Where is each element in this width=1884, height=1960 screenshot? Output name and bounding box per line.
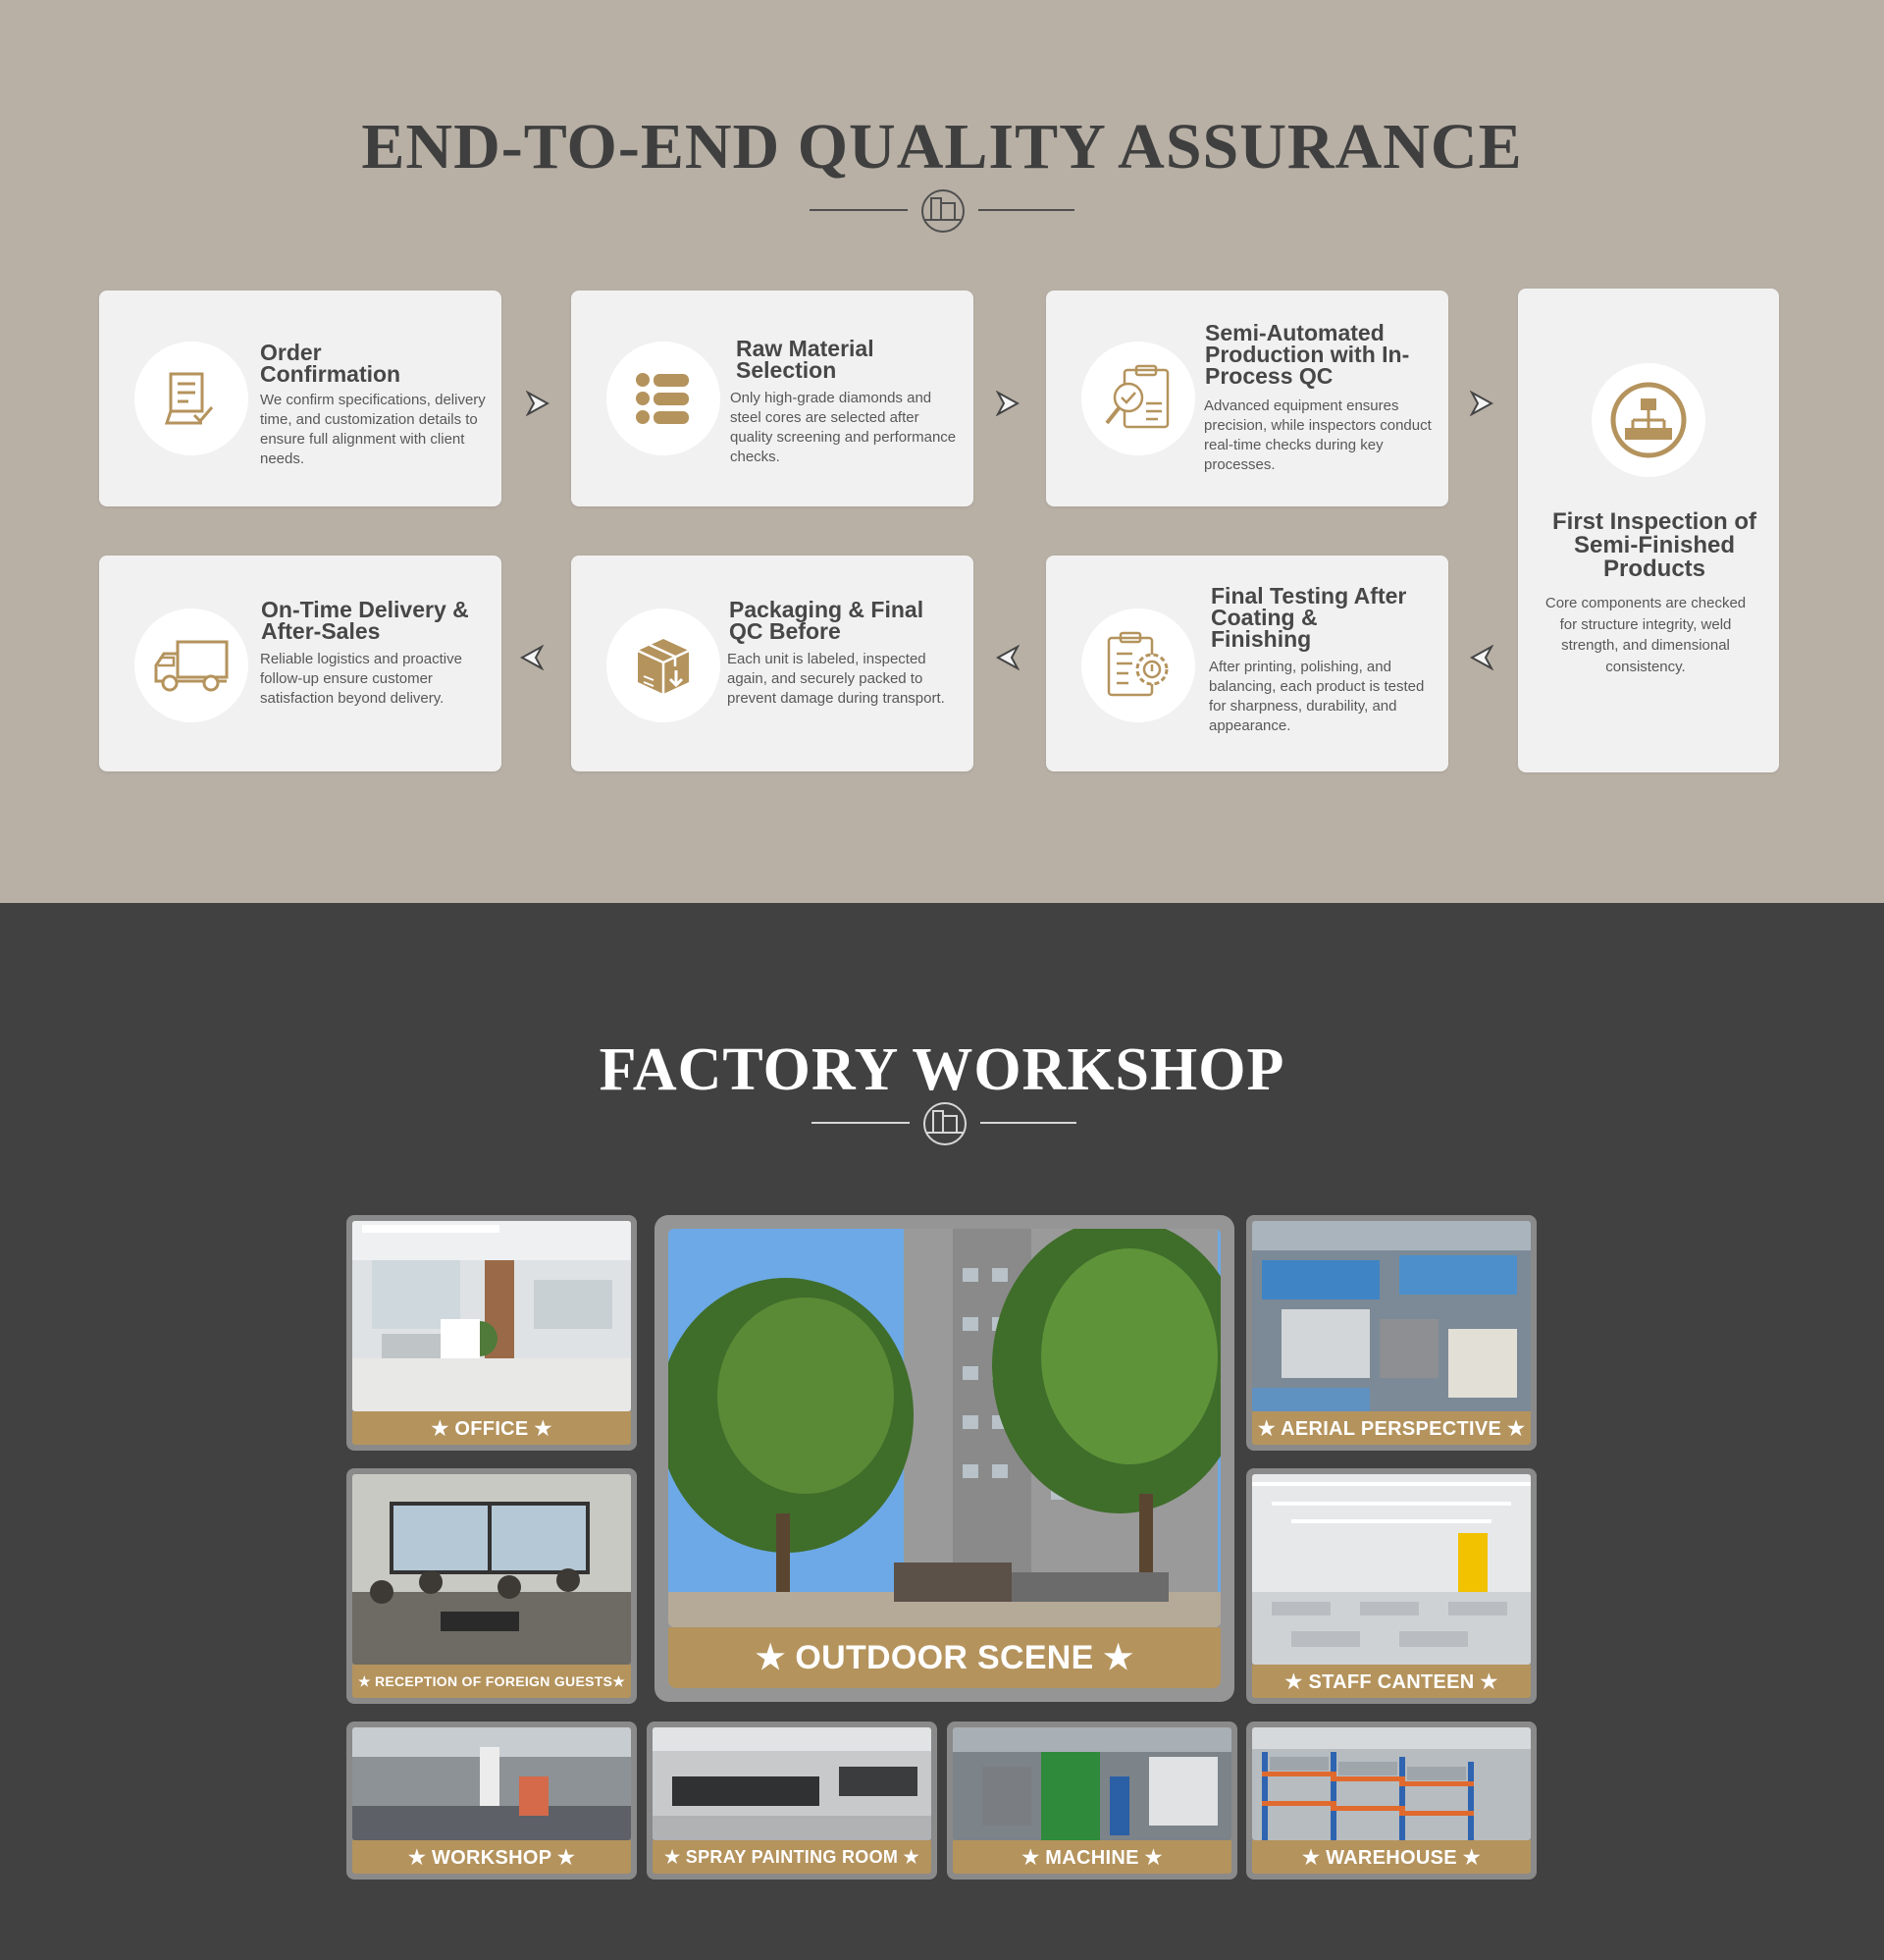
- photo-tile-staff-canteen[interactable]: [1246, 1468, 1537, 1704]
- step-icon-wrap: [1592, 363, 1705, 477]
- spray-painting-room-photo: [653, 1727, 931, 1840]
- step-title: Final Testing After Coating & Finishing: [1211, 583, 1407, 652]
- photo-tile-outdoor-scene[interactable]: [654, 1215, 1234, 1702]
- step-description: Advanced equipment ensures precision, while inspectors conduct real-time checks during key processes.: [1204, 397, 1432, 473]
- staff-canteen-photo: [1252, 1474, 1531, 1665]
- photo-tile-reception[interactable]: [346, 1468, 637, 1704]
- package-box-icon: [630, 633, 697, 698]
- step-description: Reliable logistics and proactive follow-up ensure customer satisfaction beyond delivery.: [260, 651, 462, 707]
- arrow-right-icon: [996, 391, 1020, 416]
- step-card-first-inspection: [1518, 289, 1779, 772]
- step-card-packaging: [571, 556, 973, 771]
- building-divider-icon: [811, 1099, 1076, 1148]
- step-title: First Inspection of Semi-Finished Products: [1551, 508, 1756, 582]
- photo-tile-workshop[interactable]: [346, 1722, 637, 1880]
- photo-tile-aerial-perspective[interactable]: [1246, 1215, 1537, 1451]
- hierarchy-structure-icon: [1609, 381, 1688, 459]
- arrow-left-icon: [520, 645, 544, 670]
- step-icon-wrap: [134, 609, 248, 722]
- step-title: Semi-Automated Production with In-Process QC: [1205, 320, 1410, 389]
- step-description: Only high-grade diamonds and steel cores are selected after quality screening and performance checks.: [730, 390, 957, 465]
- tile-label: ★ RECEPTION OF FOREIGN GUESTS★: [352, 1665, 631, 1698]
- photo-tile-warehouse[interactable]: [1246, 1722, 1537, 1880]
- arrow-right-icon: [526, 391, 550, 416]
- arrow-right-icon: [1470, 391, 1493, 416]
- tile-label: ★ MACHINE ★: [953, 1840, 1231, 1874]
- arrow-left-icon: [1470, 645, 1493, 670]
- factory-workshop-section: [0, 903, 1884, 1960]
- office-photo: [352, 1221, 631, 1411]
- arrow-left-icon: [996, 645, 1020, 670]
- workshop-photo: [352, 1727, 631, 1840]
- tile-label: ★ AERIAL PERSPECTIVE ★: [1252, 1411, 1531, 1445]
- clipboard-gear-icon: [1103, 630, 1174, 701]
- step-title: On-Time Delivery & After-Sales: [261, 597, 469, 644]
- step-card-delivery: [99, 556, 501, 771]
- step-card-order-confirmation: [99, 291, 501, 506]
- tile-label: ★ OFFICE ★: [352, 1411, 631, 1445]
- step-description: Each unit is labeled, inspected again, and securely packed to prevent damage during transport.: [727, 651, 945, 707]
- photo-tile-machine[interactable]: [947, 1722, 1237, 1880]
- photo-tile-office[interactable]: [346, 1215, 637, 1451]
- aerial-perspective-photo: [1252, 1221, 1531, 1411]
- photo-tile-spray-painting-room[interactable]: [647, 1722, 937, 1880]
- checklist-document-icon: [165, 370, 218, 427]
- tile-label: ★ WAREHOUSE ★: [1252, 1840, 1531, 1874]
- step-card-final-testing: [1046, 556, 1448, 771]
- quality-title: END-TO-END QUALITY ASSURANCE: [361, 111, 1523, 183]
- step-description: We confirm specifications, delivery time, and customization details to ensure full alignment with client needs.: [260, 392, 486, 467]
- tile-label: ★ STAFF CANTEEN ★: [1252, 1665, 1531, 1698]
- building-divider-icon: [810, 186, 1074, 236]
- step-icon-wrap: [1081, 342, 1195, 455]
- step-card-raw-material: [571, 291, 973, 506]
- clipboard-inspection-icon: [1103, 364, 1174, 433]
- outdoor-scene-photo: [668, 1229, 1221, 1627]
- list-icon: [634, 371, 693, 426]
- step-title: Packaging & Final QC Before: [729, 597, 924, 644]
- step-icon-wrap: [606, 342, 720, 455]
- step-title: Order Confirmation: [260, 340, 401, 387]
- warehouse-photo: [1252, 1727, 1531, 1840]
- step-card-semi-automated: [1046, 291, 1448, 506]
- tile-label: ★ SPRAY PAINTING ROOM ★: [653, 1840, 931, 1874]
- delivery-truck-icon: [152, 638, 231, 693]
- reception-photo: [352, 1474, 631, 1665]
- factory-title: FACTORY WORKSHOP: [599, 1036, 1285, 1103]
- step-title: Raw Material Selection: [736, 336, 874, 383]
- step-description: After printing, polishing, and balancing, each product is tested for sharpness, durability, and appearance.: [1209, 659, 1425, 734]
- step-icon-wrap: [134, 342, 248, 455]
- tile-label-large: ★ OUTDOOR SCENE ★: [668, 1627, 1221, 1688]
- machine-photo: [953, 1727, 1231, 1840]
- step-description: Core components are checked for structure integrity, weld strength, and dimensional consistency.: [1544, 595, 1747, 675]
- step-icon-wrap: [606, 609, 720, 722]
- quality-assurance-section: [0, 0, 1884, 903]
- tile-label: ★ WORKSHOP ★: [352, 1840, 631, 1874]
- step-icon-wrap: [1081, 609, 1195, 722]
